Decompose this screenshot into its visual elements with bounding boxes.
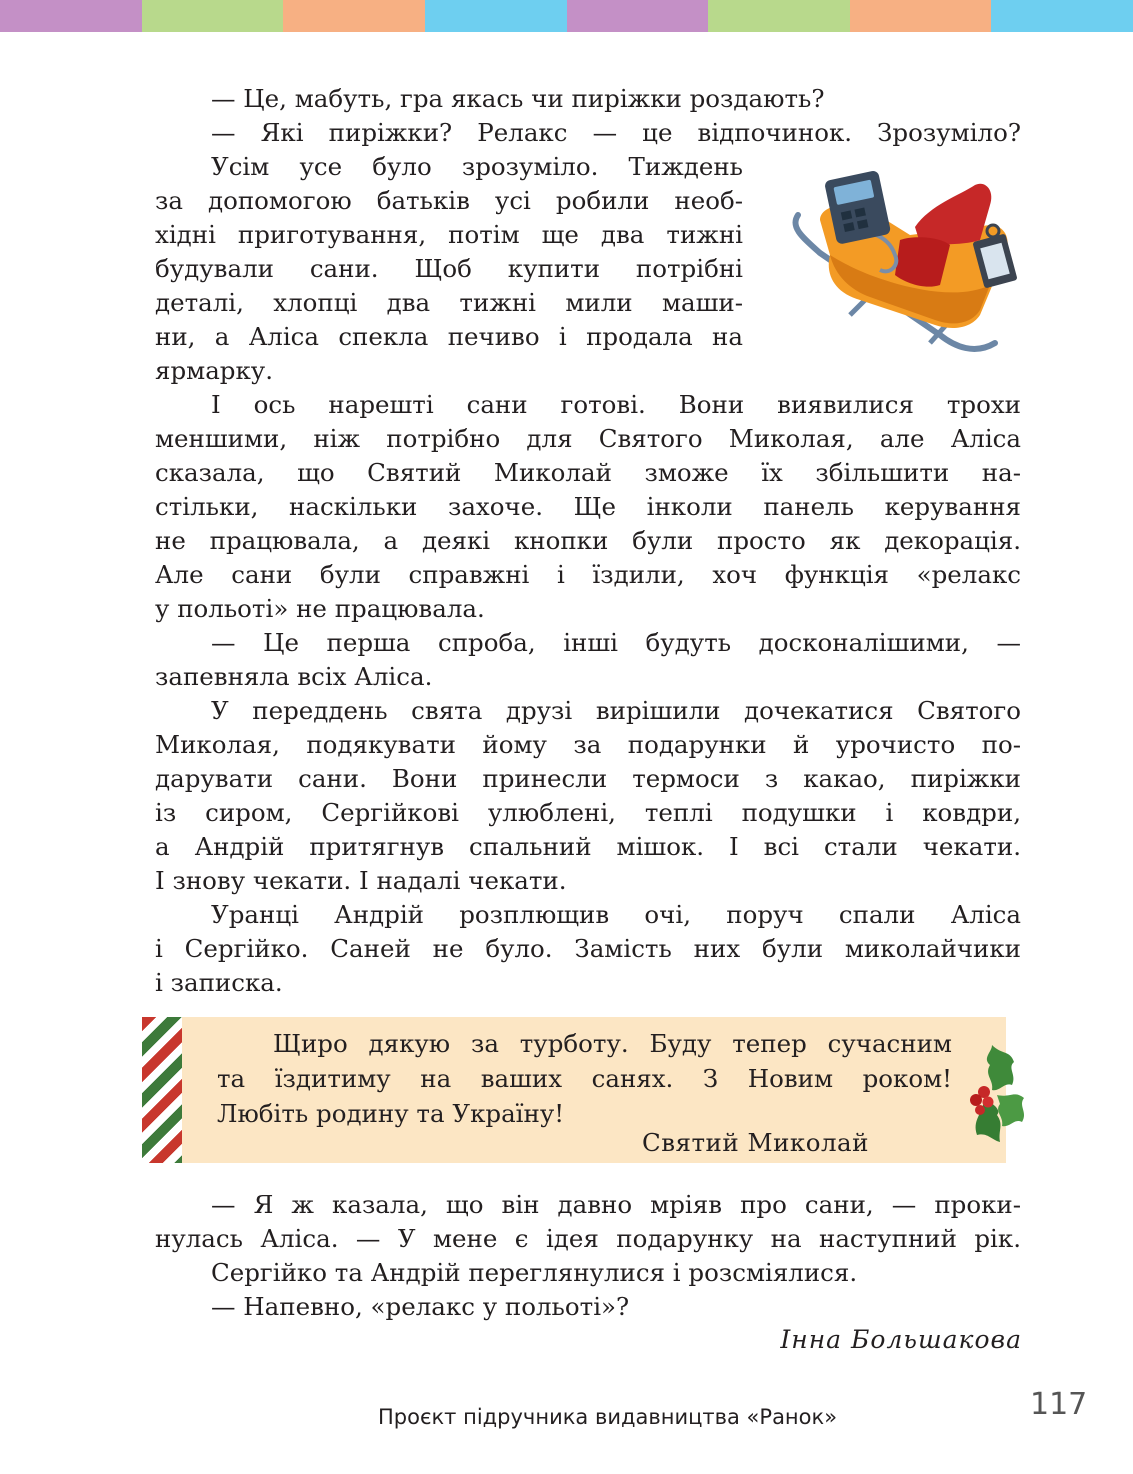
text-line: Усім усе було зрозуміло. Тиждень — [211, 152, 743, 181]
text-line: — Я ж казала, що він давно мріяв про сани, — проки- — [211, 1190, 1021, 1219]
footer-publisher-text: Проєкт підручника видавництва «Ранок» — [378, 1405, 838, 1429]
text-line: у польоті» не працювала. — [155, 594, 485, 623]
text-line: дарувати сани. Вони принесли термоси з какао, пиріжки — [155, 764, 1021, 793]
text-line: хідні приготування, потім ще два тижні — [155, 220, 743, 249]
paragraph — [155, 150, 743, 388]
text-line: меншими, ніж потрібно для Святого Миколая, але Аліса — [155, 424, 1021, 453]
text-line: сказала, що Святий Миколай зможе їх збільшити на- — [155, 458, 1021, 487]
color-segment — [142, 0, 284, 32]
paragraph-dialogue — [155, 626, 1021, 694]
text-line: Сергійко та Андрій переглянулися і розсміялися. — [211, 1258, 858, 1287]
color-segment — [708, 0, 850, 32]
text-line: — Це перша спроба, інші будуть досконалішими, — — [211, 628, 1021, 657]
paragraph — [155, 694, 1021, 898]
text-line: стільки, наскільки захоче. Ще інколи панель керування — [155, 492, 1021, 521]
color-segment — [283, 0, 425, 32]
text-line: ни, а Аліса спекла печиво і продала на — [155, 322, 743, 351]
text-line: Миколая, подякувати йому за подарунки й урочисто по- — [155, 730, 1021, 759]
text-line: І ось нарешті сани готові. Вони виявилися трохи — [211, 390, 1021, 419]
color-segment — [991, 0, 1133, 32]
paragraph-dialogue — [155, 1188, 1021, 1256]
text-line: і записка. — [155, 968, 283, 997]
note-line: Щиро дякую за турботу. Буду тепер сучасним — [273, 1029, 952, 1058]
note-text — [217, 1026, 952, 1131]
sleigh-illustration — [790, 165, 1030, 360]
text-line: будували сани. Щоб купити потрібні — [155, 254, 743, 283]
color-segment — [425, 0, 567, 32]
text-line: — Напевно, «релакс у польоті»? — [211, 1292, 630, 1321]
note-signature: Святий Миколай — [642, 1128, 869, 1157]
top-color-bar — [0, 0, 1133, 32]
text-line: Уранці Андрій розплющив очі, поруч спали Аліса — [211, 900, 1021, 929]
paragraph-dialogue — [155, 116, 1021, 150]
candy-stripe-border — [142, 1017, 182, 1163]
text-line: ярмарку. — [155, 356, 274, 385]
paragraph-dialogue — [155, 82, 1021, 116]
note-line: Любіть родину та Україну! — [217, 1099, 565, 1128]
text-line: і Сергійко. Саней не було. Замість них були миколайчики — [155, 934, 1021, 963]
text-line: не працювала, а деякі кнопки були просто як декорація. — [155, 526, 1021, 555]
color-segment — [850, 0, 992, 32]
text-line: запевняла всіх Аліса. — [155, 662, 433, 691]
text-line: нулась Аліса. — У мене є ідея подарунку на наступний рік. — [155, 1224, 1021, 1253]
text-line: деталі, хлопці два тижні мили маши- — [155, 288, 743, 317]
author-name: Інна Большакова — [780, 1325, 1022, 1354]
paragraph — [155, 1256, 1021, 1290]
text-line: за допомогою батьків усі робили необ- — [155, 186, 743, 215]
text-line: І знову чекати. І надалі чекати. — [155, 866, 567, 895]
page-number: 117 — [1030, 1387, 1088, 1422]
color-segment — [567, 0, 709, 32]
text-line: У переддень свята друзі вирішили дочекатися Святого — [211, 696, 1021, 725]
text-line: Але сани були справжні і їздили, хоч функція «релакс — [155, 560, 1021, 589]
paragraph — [155, 898, 1021, 1000]
color-segment — [0, 0, 142, 32]
text-line: із сиром, Сергійкові улюблені, теплі подушки і ковдри, — [155, 798, 1021, 827]
note-line: та їздитиму на ваших санях. З Новим роком! — [217, 1064, 952, 1093]
holly-icon — [962, 1040, 1032, 1150]
note-card — [142, 1017, 1006, 1163]
text-line: а Андрій притягнув спальний мішок. І всі стали чекати. — [155, 832, 1021, 861]
text-line: — Це, мабуть, гра якась чи пиріжки роздають? — [211, 84, 825, 113]
paragraph — [155, 388, 1021, 626]
paragraph-dialogue — [155, 1290, 1021, 1324]
text-line: — Які пиріжки? Релакс — це відпочинок. Зрозуміло? — [211, 118, 1021, 147]
